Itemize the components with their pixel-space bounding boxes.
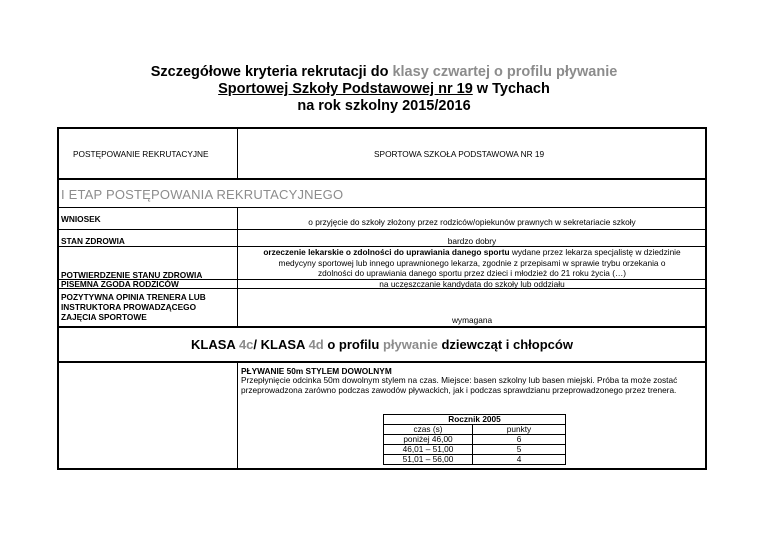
points-cell: 5 xyxy=(473,445,566,455)
divider xyxy=(57,326,707,328)
divider xyxy=(57,178,707,180)
swim-description: Przepłynięcie odcinka 50m dowolnym stylem na czas. Miejsce: basen szkolny lub basen miejski. Próba ta może zostać przeprowadzona zarówno podczas zawodów pływackich, jak i podczas sprawdzianu przeprowadzonego przez trenera. xyxy=(241,375,678,395)
table-row xyxy=(384,455,566,465)
divider xyxy=(57,207,707,208)
heading-line-2 xyxy=(0,81,768,98)
results-header-time: czas (s) xyxy=(384,425,473,435)
divider xyxy=(237,362,238,470)
klasa-title xyxy=(57,337,707,352)
results-table-title: Rocznik 2005 xyxy=(384,415,566,425)
results-header-points: punkty xyxy=(473,425,566,435)
table-row xyxy=(384,435,566,445)
potw-label: POTWIERDZENIE STANU ZDROWIA xyxy=(61,270,203,280)
heading-class-name: klasy czwartej o profilu pływanie xyxy=(392,64,618,80)
header-right: SPORTOWA SZKOŁA PODSTAWOWA NR 19 xyxy=(374,149,545,159)
points-cell: 6 xyxy=(473,435,566,445)
zgoda-value: na uczęszczanie kandydata do szkoły lub oddziału xyxy=(379,279,565,289)
table-row xyxy=(384,445,566,455)
potw-line-2: medycyny sportowej lub innego uprawnionego lekarza, zgodnie z przepisami w sprawie trybu orzekania o xyxy=(278,258,666,268)
time-cell: poniżej 46,00 xyxy=(384,435,473,445)
klasa-4d: 4d xyxy=(308,337,324,352)
opinia-label-1: POZYTYWNA OPINIA TRENERA LUB xyxy=(61,292,206,302)
zdrowie-label: STAN ZDROWIA xyxy=(61,236,125,246)
divider xyxy=(57,229,707,230)
opinia-label-2: INSTRUKTORA PROWADZĄCEGO xyxy=(61,302,197,312)
header-left: POSTĘPOWANIE REKRUTACYJNE xyxy=(73,149,209,159)
wniosek-value: o przyjęcie do szkoły złożony przez rodziców/opiekunów prawnych w sekretariacie szkoły xyxy=(308,217,636,227)
klasa-text: dziewcząt i chłopców xyxy=(437,337,573,352)
points-cell: 4 xyxy=(473,455,566,465)
potw-line-3: zdolności do uprawiania danego sportu przez dzieci i młodzież do 21 roku życia (…) xyxy=(317,268,627,278)
klasa-text: KLASA xyxy=(191,337,239,352)
time-cell: 51,01 – 56,00 xyxy=(384,455,473,465)
heading-line-3: na rok szkolny 2015/2016 xyxy=(297,98,471,114)
potw-bold-text: orzeczenie lekarskie o zdolności do uprawiania danego sportu xyxy=(263,247,510,257)
heading-line-1 xyxy=(0,64,768,81)
opinia-value: wymagana xyxy=(451,315,493,325)
heading-city: w Tychach xyxy=(472,81,550,97)
wniosek-label: WNIOSEK xyxy=(61,214,101,224)
potw-rest-text: wydane przez lekarza specjalistę w dziedzinie xyxy=(509,247,681,257)
klasa-4c: 4c xyxy=(238,337,254,352)
time-cell: 46,01 – 51,00 xyxy=(384,445,473,455)
zdrowie-value: bardzo dobry xyxy=(447,236,497,246)
heading-prefix: Szczegółowe kryteria rekrutacji do xyxy=(150,64,393,80)
swim-title: PŁYWANIE 50m STYLEM DOWOLNYM xyxy=(241,366,392,376)
opinia-label-3: ZAJĘCIA SPORTOWE xyxy=(61,312,147,322)
klasa-text: o profilu xyxy=(323,337,383,352)
divider xyxy=(57,361,707,363)
klasa-profile: pływanie xyxy=(382,337,438,352)
zgoda-label: PISEMNA ZGODA RODZICÓW xyxy=(61,279,179,289)
results-table xyxy=(383,414,566,465)
potw-line-1 xyxy=(238,247,706,257)
klasa-text: / KLASA xyxy=(253,337,309,352)
etap-title: I ETAP POSTĘPOWANIA REKRUTACYJNEGO xyxy=(61,187,344,202)
divider xyxy=(237,127,238,178)
school-name: Sportowej Szkoły Podstawowej nr 19 xyxy=(218,81,473,97)
